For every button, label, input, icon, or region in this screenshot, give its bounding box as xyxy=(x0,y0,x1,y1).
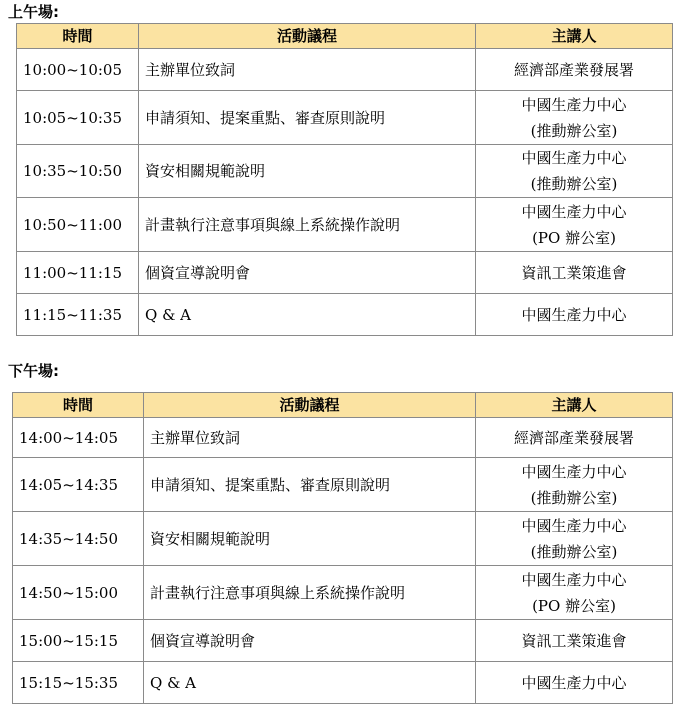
table-row xyxy=(13,620,673,662)
header-time: 時間 xyxy=(13,393,144,418)
speaker-cell xyxy=(476,418,673,458)
time-cell: 10:00~10:05 xyxy=(17,49,139,91)
speaker-cell xyxy=(476,458,673,512)
speaker-line: 資訊工業策進會 xyxy=(521,263,627,282)
time-cell: 15:15~15:35 xyxy=(13,662,144,704)
speaker-line: 中國生產力中心 xyxy=(521,516,627,535)
speaker-line: 中國生產力中心 xyxy=(521,570,627,589)
time-cell: 14:00~14:05 xyxy=(13,418,144,458)
agenda-cell: 申請須知、提案重點、審查原則說明 xyxy=(144,458,476,512)
speaker-cell xyxy=(476,145,673,198)
speaker-cell xyxy=(476,662,673,704)
speaker-line: (推動辦公室) xyxy=(530,488,618,507)
speaker-cell xyxy=(476,566,673,620)
speaker-cell xyxy=(476,91,673,145)
morning-session-label: 上午場: xyxy=(8,3,59,21)
speaker-line: 中國生產力中心 xyxy=(521,462,627,481)
table-row xyxy=(13,512,673,566)
speaker-cell xyxy=(476,620,673,662)
table-header-row xyxy=(17,24,673,49)
afternoon-schedule-table xyxy=(12,392,673,704)
table-row xyxy=(13,566,673,620)
time-cell: 15:00~15:15 xyxy=(13,620,144,662)
header-agenda: 活動議程 xyxy=(144,393,476,418)
agenda-cell: Q & A xyxy=(144,662,476,704)
agenda-cell: 主辦單位致詞 xyxy=(139,49,476,91)
time-cell: 11:15~11:35 xyxy=(17,294,139,336)
afternoon-session-label: 下午場: xyxy=(8,362,59,380)
speaker-line: (PO 辦公室) xyxy=(532,228,616,247)
speaker-cell xyxy=(476,294,673,336)
table-row xyxy=(17,198,673,252)
time-cell: 14:05~14:35 xyxy=(13,458,144,512)
table-row xyxy=(13,458,673,512)
speaker-line: (推動辦公室) xyxy=(530,175,618,193)
table-row xyxy=(13,418,673,458)
header-speaker: 主講人 xyxy=(476,24,673,49)
agenda-cell: 個資宣導說明會 xyxy=(139,252,476,294)
table-row xyxy=(17,49,673,91)
speaker-line: 中國生產力中心 xyxy=(521,95,627,114)
time-cell: 10:50~11:00 xyxy=(17,198,139,252)
table-row xyxy=(17,294,673,336)
agenda-cell: 計畫執行注意事項與線上系統操作說明 xyxy=(139,198,476,252)
speaker-cell xyxy=(476,512,673,566)
time-cell: 14:35~14:50 xyxy=(13,512,144,566)
speaker-cell xyxy=(476,198,673,252)
speaker-line: (PO 辦公室) xyxy=(532,596,616,615)
table-row xyxy=(17,145,673,198)
speaker-line: 中國生產力中心 xyxy=(521,149,627,167)
speaker-line: 中國生產力中心 xyxy=(521,673,627,692)
header-speaker: 主講人 xyxy=(476,393,673,418)
agenda-cell: 個資宣導說明會 xyxy=(144,620,476,662)
speaker-line: (推動辦公室) xyxy=(530,121,618,140)
speaker-line: 中國生產力中心 xyxy=(521,305,627,324)
speaker-cell xyxy=(476,49,673,91)
agenda-cell: 主辦單位致詞 xyxy=(144,418,476,458)
agenda-cell: 資安相關規範說明 xyxy=(139,145,476,198)
time-cell: 11:00~11:15 xyxy=(17,252,139,294)
table-row xyxy=(17,91,673,145)
agenda-cell: 資安相關規範說明 xyxy=(144,512,476,566)
speaker-line: 中國生產力中心 xyxy=(521,202,627,221)
agenda-cell: 申請須知、提案重點、審查原則說明 xyxy=(139,91,476,145)
speaker-line: 經濟部產業發展署 xyxy=(513,60,634,79)
time-cell: 10:35~10:50 xyxy=(17,145,139,198)
header-agenda: 活動議程 xyxy=(139,24,476,49)
morning-schedule-table xyxy=(16,23,673,336)
speaker-cell xyxy=(476,252,673,294)
speaker-line: 經濟部產業發展署 xyxy=(513,428,634,447)
agenda-cell: Q & A xyxy=(139,294,476,336)
time-cell: 14:50~15:00 xyxy=(13,566,144,620)
time-cell: 10:05~10:35 xyxy=(17,91,139,145)
header-time: 時間 xyxy=(17,24,139,49)
table-row xyxy=(17,252,673,294)
speaker-line: (推動辦公室) xyxy=(530,542,618,561)
table-row xyxy=(13,662,673,704)
table-header-row xyxy=(13,393,673,418)
agenda-cell: 計畫執行注意事項與線上系統操作說明 xyxy=(144,566,476,620)
speaker-line: 資訊工業策進會 xyxy=(521,631,627,650)
